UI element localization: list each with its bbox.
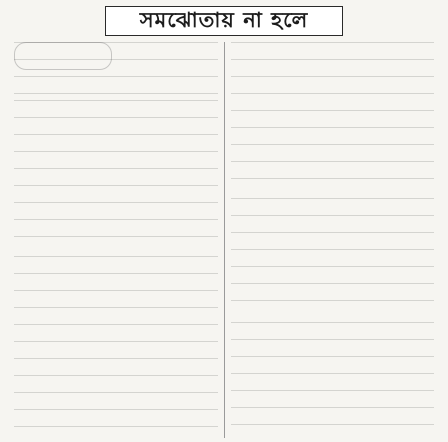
paragraph-text xyxy=(14,42,218,94)
headline: সমঝোতায় না হলে xyxy=(139,7,309,32)
right-column xyxy=(224,42,441,438)
paragraph-text xyxy=(231,198,435,316)
left-column xyxy=(8,42,224,438)
paragraph-text xyxy=(14,100,218,250)
paragraph xyxy=(14,100,218,250)
headline-box xyxy=(105,6,343,36)
body-columns xyxy=(8,42,440,438)
paragraph xyxy=(231,322,435,436)
paragraph-text xyxy=(14,256,218,436)
paragraph xyxy=(231,42,435,192)
paragraph xyxy=(231,198,435,316)
paragraph-text xyxy=(231,322,435,436)
paragraph-text xyxy=(231,42,435,192)
paragraph xyxy=(14,256,218,436)
paragraph xyxy=(14,42,218,94)
